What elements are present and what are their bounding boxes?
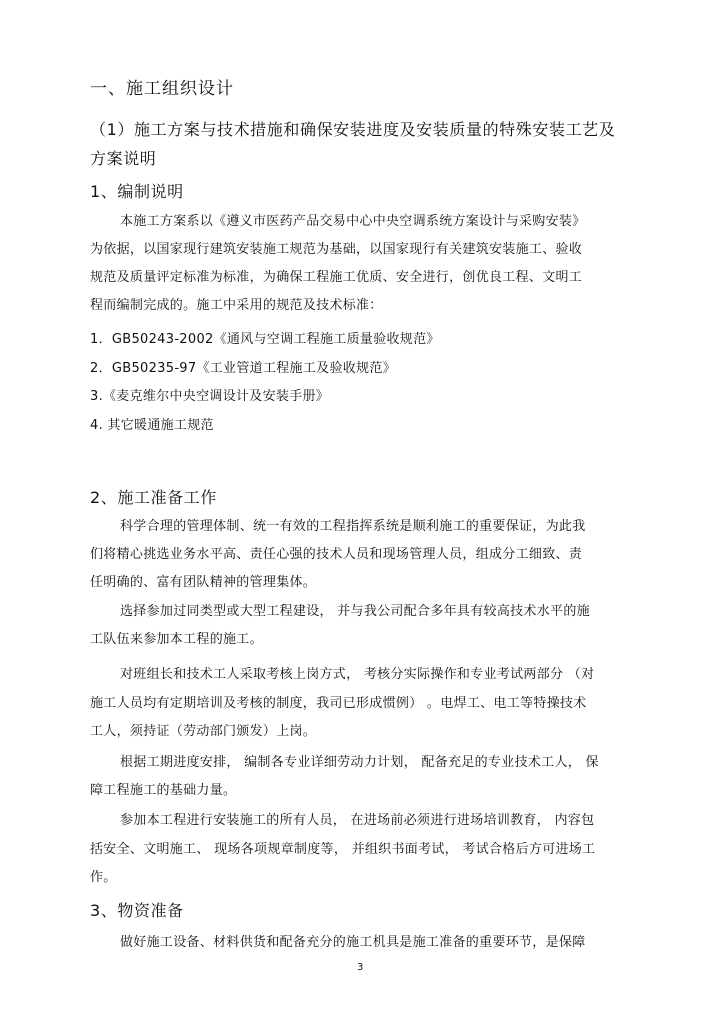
section-2-paragraph-line: 参加本工程进行安装施工的所有人员， 在进场前必须进行进场培训教育， 内容包 — [120, 813, 595, 828]
standard-item: 1．GB50243-2002《通风与空调工程施工质量验收规范》 — [90, 332, 440, 347]
standard-item: 4. 其它暖通施工规范 — [90, 418, 214, 433]
section-2-paragraph-line: 作。 — [90, 870, 117, 885]
section-1-paragraph-line: 本施工方案系以《遵义市医药产品交易中心中央空调系统方案设计与采购安装》 — [120, 214, 586, 229]
page-number: 3 — [357, 962, 364, 973]
section-2-paragraph-line: 障工程施工的基础力量。 — [90, 783, 237, 798]
section-1-title: 1、编制说明 — [90, 182, 184, 201]
section-2-paragraph-line: 施工人员均有定期培训及考核的制度，我司已形成惯例） 。电焊工、电工等特操技术 — [90, 696, 587, 711]
section-2-paragraph-line: 工人，须持证（劳动部门颁发）上岗。 — [90, 724, 317, 739]
section-2-paragraph-line: 科学合理的管理体制、统一有效的工程指挥系统是顺利施工的重要保证，为此我 — [120, 519, 586, 534]
section-3-paragraph-line: 做好施工设备、材料供货和配备充分的施工机具是施工准备的重要环节，是保障 — [120, 935, 586, 950]
section-2-paragraph-line: 们将精心挑选业务水平高、责任心强的技术人员和现场管理人员，组成分工细致、责 — [90, 547, 583, 562]
section-2-paragraph-line: 括安全、文明施工、 现场各项规章制度等， 并组织书面考试， 考试合格后方可进场工 — [90, 842, 596, 857]
main-heading: 一、施工组织设计 — [90, 79, 234, 99]
section-2-paragraph-line: 选择参加过同类型或大型工程建设， 并与我公司配合多年具有较高技术水平的施 — [120, 604, 590, 619]
section-2-paragraph-line: 对班组长和技术工人采取考核上岗方式， 考核分实际操作和专业考试两部分 （对 — [120, 667, 595, 682]
section-2-paragraph-line: 任明确的、富有团队精神的管理集体。 — [90, 575, 317, 590]
standard-item: 2．GB50235-97《工业管道工程施工及验收规范》 — [90, 361, 396, 376]
subheading-line-1: （1）施工方案与技术措施和确保安装进度及安装质量的特殊安装工艺及 — [90, 120, 616, 139]
section-1-paragraph-line: 规范及质量评定标准为标准，为确保工程施工优质、安全进行，创优良工程、文明工 — [90, 270, 583, 285]
section-1-paragraph-line: 程而编制完成的。施工中采用的规范及技术标准： — [90, 298, 383, 313]
section-2-paragraph-line: 根据工期进度安排， 编制各专业详细劳动力计划， 配备充足的专业技术工人， 保 — [120, 755, 599, 770]
section-2-paragraph-line: 工队伍来参加本工程的施工。 — [90, 632, 263, 647]
section-1-paragraph-line: 为依据，以国家现行建筑安装施工规范为基础，以国家现行有关建筑安装施工、验收 — [90, 242, 583, 257]
subheading-line-2: 方案说明 — [90, 149, 157, 168]
section-2-title: 2、施工准备工作 — [90, 488, 217, 507]
standard-item: 3.《麦克维尔中央空调设计及安装手册》 — [90, 389, 330, 404]
section-3-title: 3、物资准备 — [90, 901, 184, 920]
